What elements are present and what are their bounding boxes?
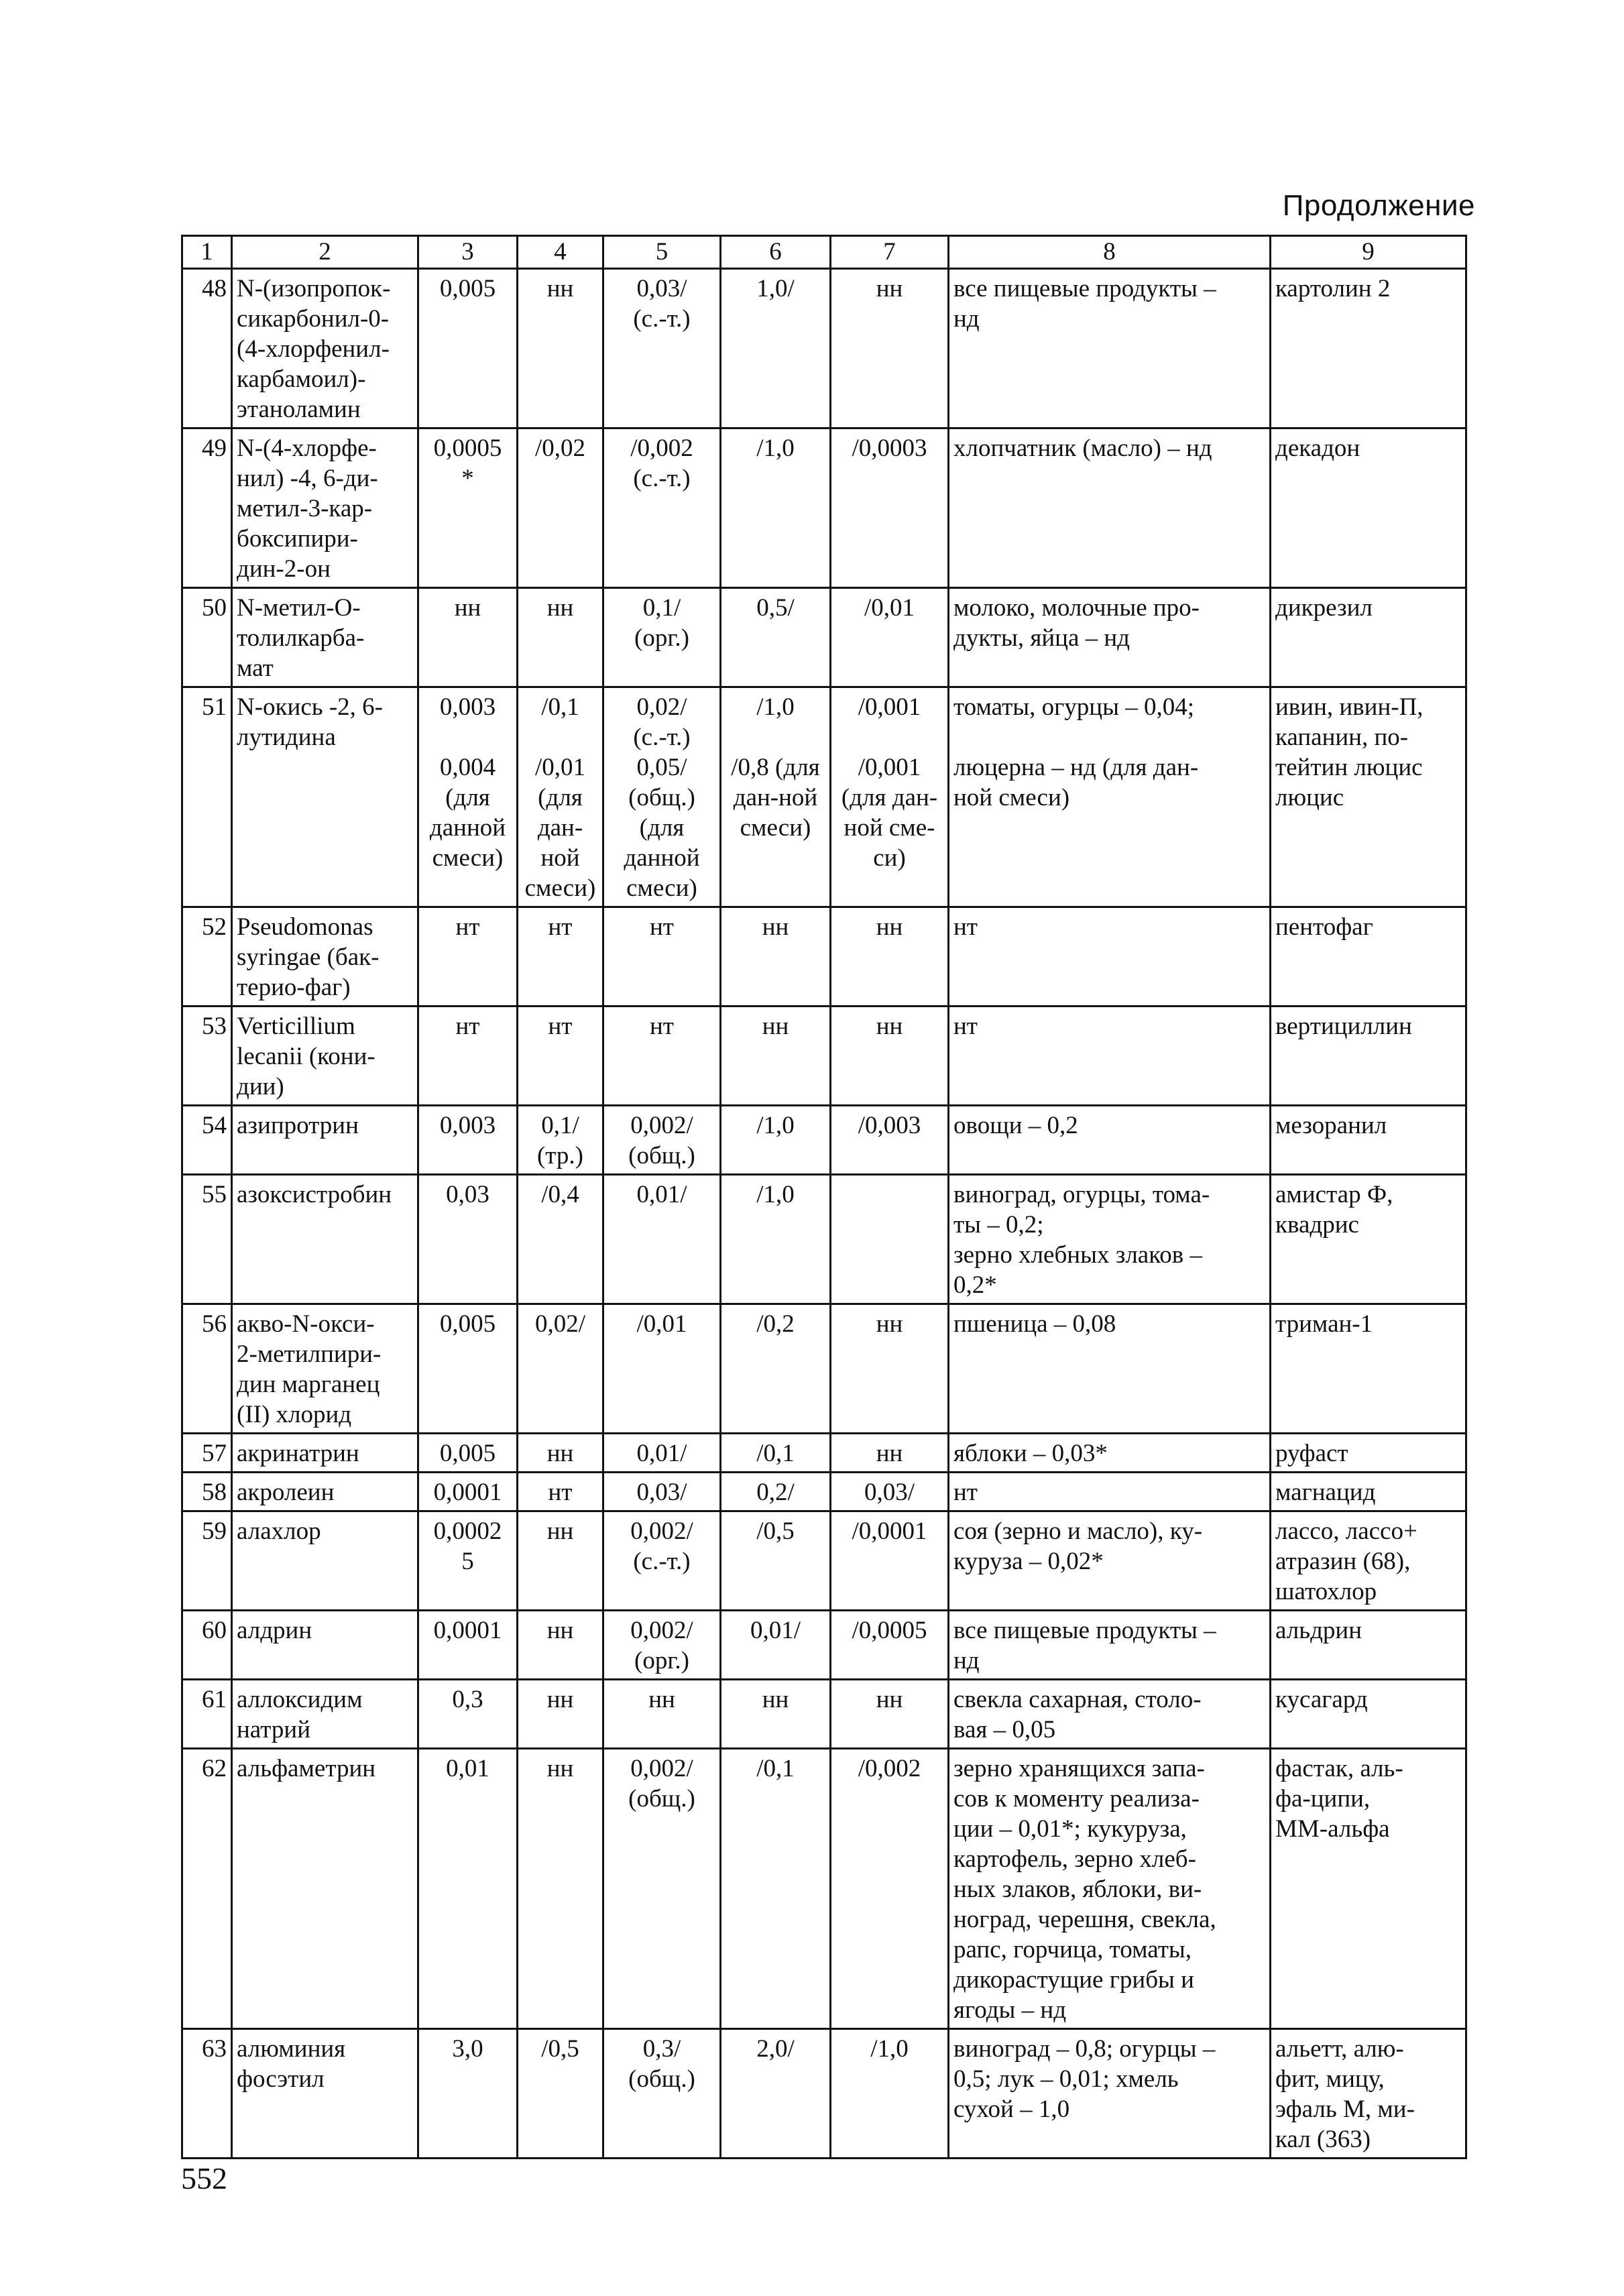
table-header-row bbox=[182, 236, 1466, 269]
row-number: 59 bbox=[182, 1511, 232, 1611]
col6-value: 0,5/ bbox=[721, 588, 831, 687]
products-residues: нт bbox=[949, 1473, 1271, 1511]
col3-value: 0,0001 bbox=[418, 1473, 518, 1511]
substance-name: Pseudomonas syringae (бак- терио-фаг) bbox=[232, 907, 418, 1007]
col3-value: 0,03 bbox=[418, 1175, 518, 1304]
col3-value: 0,01 bbox=[418, 1749, 518, 2029]
col7-value: /0,01 bbox=[831, 588, 949, 687]
substance-name: N-(изопропок- сикарбонил-0- (4-хлорфенил- карбамоил)- этаноламин bbox=[232, 269, 418, 428]
products-residues: виноград – 0,8; огурцы – 0,5; лук – 0,01; хмель сухой – 1,0 bbox=[949, 2029, 1271, 2159]
col7-value: 0,03/ bbox=[831, 1473, 949, 1511]
row-number: 61 bbox=[182, 1680, 232, 1749]
col5-value: /0,002 (с.-т.) bbox=[603, 428, 721, 588]
row-number: 63 bbox=[182, 2029, 232, 2159]
col4-value: /0,5 bbox=[518, 2029, 603, 2159]
col7-value bbox=[831, 1175, 949, 1304]
preparations: ивин, ивин-П, капанин, по- тейтин люцис люцис bbox=[1271, 687, 1466, 907]
col4-value: /0,4 bbox=[518, 1175, 603, 1304]
row-number: 52 bbox=[182, 907, 232, 1007]
col5-value: 0,002/ (с.-т.) bbox=[603, 1511, 721, 1611]
col7-value: /0,003 bbox=[831, 1106, 949, 1175]
column-header: 7 bbox=[831, 236, 949, 269]
col4-value: нт bbox=[518, 1473, 603, 1511]
col3-value: 0,003 bbox=[418, 1106, 518, 1175]
col7-value: /0,0001 bbox=[831, 1511, 949, 1611]
table-row bbox=[182, 1749, 1466, 2029]
products-residues: все пищевые продукты – нд bbox=[949, 1611, 1271, 1680]
col6-value: 0,01/ bbox=[721, 1611, 831, 1680]
substance-name: N-окись -2, 6- лутидина bbox=[232, 687, 418, 907]
row-number: 50 bbox=[182, 588, 232, 687]
col6-value: 2,0/ bbox=[721, 2029, 831, 2159]
col4-value: /0,02 bbox=[518, 428, 603, 588]
col3-value: нт bbox=[418, 1007, 518, 1106]
col4-value: нн bbox=[518, 1511, 603, 1611]
table-row bbox=[182, 1304, 1466, 1434]
row-number: 56 bbox=[182, 1304, 232, 1434]
col6-value: нн bbox=[721, 907, 831, 1007]
table-row bbox=[182, 269, 1466, 428]
preparations: альетт, алю- фит, мицу, эфаль М, ми- кал (363) bbox=[1271, 2029, 1466, 2159]
row-number: 60 bbox=[182, 1611, 232, 1680]
col7-value: нн bbox=[831, 1304, 949, 1434]
col4-value: нн bbox=[518, 1749, 603, 2029]
table-row bbox=[182, 1106, 1466, 1175]
col6-value: /0,5 bbox=[721, 1511, 831, 1611]
col4-value: 0,02/ bbox=[518, 1304, 603, 1434]
table-row bbox=[182, 588, 1466, 687]
col6-value: 0,2/ bbox=[721, 1473, 831, 1511]
col4-value: нн bbox=[518, 269, 603, 428]
col4-value: нн bbox=[518, 588, 603, 687]
col5-value: 0,02/ (с.-т.) 0,05/ (общ.) (для данной смеси) bbox=[603, 687, 721, 907]
column-header: 8 bbox=[949, 236, 1271, 269]
col7-value: /1,0 bbox=[831, 2029, 949, 2159]
preparations: триман-1 bbox=[1271, 1304, 1466, 1434]
table-row bbox=[182, 1680, 1466, 1749]
substance-name: N-(4-хлорфе- нил) -4, 6-ди- метил-3-кар- боксипири- дин-2-он bbox=[232, 428, 418, 588]
row-number: 62 bbox=[182, 1749, 232, 2029]
col5-value: 0,03/ bbox=[603, 1473, 721, 1511]
substance-name: альфаметрин bbox=[232, 1749, 418, 2029]
products-residues: соя (зерно и масло), ку- куруза – 0,02* bbox=[949, 1511, 1271, 1611]
row-number: 49 bbox=[182, 428, 232, 588]
col6-value: 1,0/ bbox=[721, 269, 831, 428]
col6-value: /1,0 bbox=[721, 1175, 831, 1304]
col7-value: /0,002 bbox=[831, 1749, 949, 2029]
products-residues: все пищевые продукты – нд bbox=[949, 269, 1271, 428]
col4-value: нт bbox=[518, 1007, 603, 1106]
col4-value: нт bbox=[518, 907, 603, 1007]
substance-name: алюминия фосэтил bbox=[232, 2029, 418, 2159]
table-row bbox=[182, 1611, 1466, 1680]
col5-value: 0,3/ (общ.) bbox=[603, 2029, 721, 2159]
table-row bbox=[182, 2029, 1466, 2159]
row-number: 53 bbox=[182, 1007, 232, 1106]
col7-value: нн bbox=[831, 1007, 949, 1106]
table-row bbox=[182, 428, 1466, 588]
col4-value: /0,1 /0,01 (для дан- ной смеси) bbox=[518, 687, 603, 907]
products-residues: пшеница – 0,08 bbox=[949, 1304, 1271, 1434]
row-number: 51 bbox=[182, 687, 232, 907]
col3-value: 0,0001 bbox=[418, 1611, 518, 1680]
col5-value: нт bbox=[603, 907, 721, 1007]
col4-value: нн bbox=[518, 1611, 603, 1680]
preparations: мезоранил bbox=[1271, 1106, 1466, 1175]
preparations: пентофаг bbox=[1271, 907, 1466, 1007]
col6-value: /0,2 bbox=[721, 1304, 831, 1434]
preparations: магнацид bbox=[1271, 1473, 1466, 1511]
substance-name: Verticillium lecanii (кони- дии) bbox=[232, 1007, 418, 1106]
col7-value: /0,0005 bbox=[831, 1611, 949, 1680]
col3-value: 3,0 bbox=[418, 2029, 518, 2159]
products-residues: яблоки – 0,03* bbox=[949, 1434, 1271, 1473]
pesticide-table bbox=[181, 235, 1467, 2159]
preparations: картолин 2 bbox=[1271, 269, 1466, 428]
col5-value: 0,002/ (общ.) bbox=[603, 1106, 721, 1175]
table-row bbox=[182, 1007, 1466, 1106]
products-residues: нт bbox=[949, 907, 1271, 1007]
table-row bbox=[182, 1434, 1466, 1473]
col3-value: 0,005 bbox=[418, 269, 518, 428]
row-number: 48 bbox=[182, 269, 232, 428]
substance-name: алахлор bbox=[232, 1511, 418, 1611]
products-residues: виноград, огурцы, тома- ты – 0,2; зерно хлебных злаков – 0,2* bbox=[949, 1175, 1271, 1304]
col3-value: нт bbox=[418, 907, 518, 1007]
col6-value: /0,1 bbox=[721, 1749, 831, 2029]
preparations: лассо, лассо+ атразин (68), шатохлор bbox=[1271, 1511, 1466, 1611]
col6-value: /1,0 bbox=[721, 428, 831, 588]
substance-name: N-метил-О- толилкарба- мат bbox=[232, 588, 418, 687]
col3-value: 0,005 bbox=[418, 1434, 518, 1473]
col5-value: /0,01 bbox=[603, 1304, 721, 1434]
col3-value: 0,0005 * bbox=[418, 428, 518, 588]
table-row bbox=[182, 1511, 1466, 1611]
column-header: 5 bbox=[603, 236, 721, 269]
table-body bbox=[182, 269, 1466, 2159]
row-number: 58 bbox=[182, 1473, 232, 1511]
preparations: альдрин bbox=[1271, 1611, 1466, 1680]
column-header: 2 bbox=[232, 236, 418, 269]
continuation-label: Продолжение bbox=[1282, 189, 1475, 222]
products-residues: зерно хранящихся запа- сов к моменту реализа- ции – 0,01*; кукуруза, картофель, зерно хлеб- ных злаков, яблоки, ви- ноград, черешня, свекла, рапс, горчица, томаты, дикорастущие грибы и ягоды – нд bbox=[949, 1749, 1271, 2029]
preparations: кусагард bbox=[1271, 1680, 1466, 1749]
table-row bbox=[182, 1473, 1466, 1511]
col4-value: 0,1/ (тр.) bbox=[518, 1106, 603, 1175]
table-row bbox=[182, 1175, 1466, 1304]
col3-value: 0,005 bbox=[418, 1304, 518, 1434]
col7-value: нн bbox=[831, 269, 949, 428]
col5-value: 0,002/ (орг.) bbox=[603, 1611, 721, 1680]
col3-value: нн bbox=[418, 588, 518, 687]
row-number: 54 bbox=[182, 1106, 232, 1175]
col6-value: нн bbox=[721, 1680, 831, 1749]
col5-value: 0,03/ (с.-т.) bbox=[603, 269, 721, 428]
col5-value: нн bbox=[603, 1680, 721, 1749]
col7-value: /0,0003 bbox=[831, 428, 949, 588]
preparations: руфаст bbox=[1271, 1434, 1466, 1473]
products-residues: овощи – 0,2 bbox=[949, 1106, 1271, 1175]
products-residues: молоко, молочные про- дукты, яйца – нд bbox=[949, 588, 1271, 687]
column-header: 4 bbox=[518, 236, 603, 269]
column-header: 6 bbox=[721, 236, 831, 269]
col5-value: нт bbox=[603, 1007, 721, 1106]
preparations: вертициллин bbox=[1271, 1007, 1466, 1106]
preparations: дикрезил bbox=[1271, 588, 1466, 687]
col4-value: нн bbox=[518, 1680, 603, 1749]
preparations: амистар Ф, квадрис bbox=[1271, 1175, 1466, 1304]
col5-value: 0,01/ bbox=[603, 1434, 721, 1473]
col7-value: нн bbox=[831, 907, 949, 1007]
col5-value: 0,1/ (орг.) bbox=[603, 588, 721, 687]
col6-value: /0,1 bbox=[721, 1434, 831, 1473]
col7-value: нн bbox=[831, 1434, 949, 1473]
substance-name: акролеин bbox=[232, 1473, 418, 1511]
table-row bbox=[182, 907, 1466, 1007]
products-residues: свекла сахарная, столо- вая – 0,05 bbox=[949, 1680, 1271, 1749]
column-header: 9 bbox=[1271, 236, 1466, 269]
col6-value: /1,0 /0,8 (для дан-ной смеси) bbox=[721, 687, 831, 907]
products-residues: томаты, огурцы – 0,04; люцерна – нд (для дан- ной смеси) bbox=[949, 687, 1271, 907]
products-residues: хлопчатник (масло) – нд bbox=[949, 428, 1271, 588]
col7-value: нн bbox=[831, 1680, 949, 1749]
substance-name: азоксистробин bbox=[232, 1175, 418, 1304]
preparations: фастак, аль- фа-ципи, ММ-альфа bbox=[1271, 1749, 1466, 2029]
col6-value: нн bbox=[721, 1007, 831, 1106]
col6-value: /1,0 bbox=[721, 1106, 831, 1175]
page-number: 552 bbox=[181, 2161, 227, 2195]
row-number: 57 bbox=[182, 1434, 232, 1473]
substance-name: аллоксидим натрий bbox=[232, 1680, 418, 1749]
col5-value: 0,002/ (общ.) bbox=[603, 1749, 721, 2029]
substance-name: акво-N-окси- 2-метилпири- дин марганец (II) хлорид bbox=[232, 1304, 418, 1434]
col3-value: 0,3 bbox=[418, 1680, 518, 1749]
preparations: декадон bbox=[1271, 428, 1466, 588]
col3-value: 0,0002 5 bbox=[418, 1511, 518, 1611]
column-header: 3 bbox=[418, 236, 518, 269]
col3-value: 0,003 0,004 (для данной смеси) bbox=[418, 687, 518, 907]
substance-name: алдрин bbox=[232, 1611, 418, 1680]
row-number: 55 bbox=[182, 1175, 232, 1304]
substance-name: акринатрин bbox=[232, 1434, 418, 1473]
products-residues: нт bbox=[949, 1007, 1271, 1106]
col7-value: /0,001 /0,001 (для дан- ной сме- си) bbox=[831, 687, 949, 907]
col4-value: нн bbox=[518, 1434, 603, 1473]
col5-value: 0,01/ bbox=[603, 1175, 721, 1304]
column-header: 1 bbox=[182, 236, 232, 269]
table-row bbox=[182, 687, 1466, 907]
substance-name: азипротрин bbox=[232, 1106, 418, 1175]
